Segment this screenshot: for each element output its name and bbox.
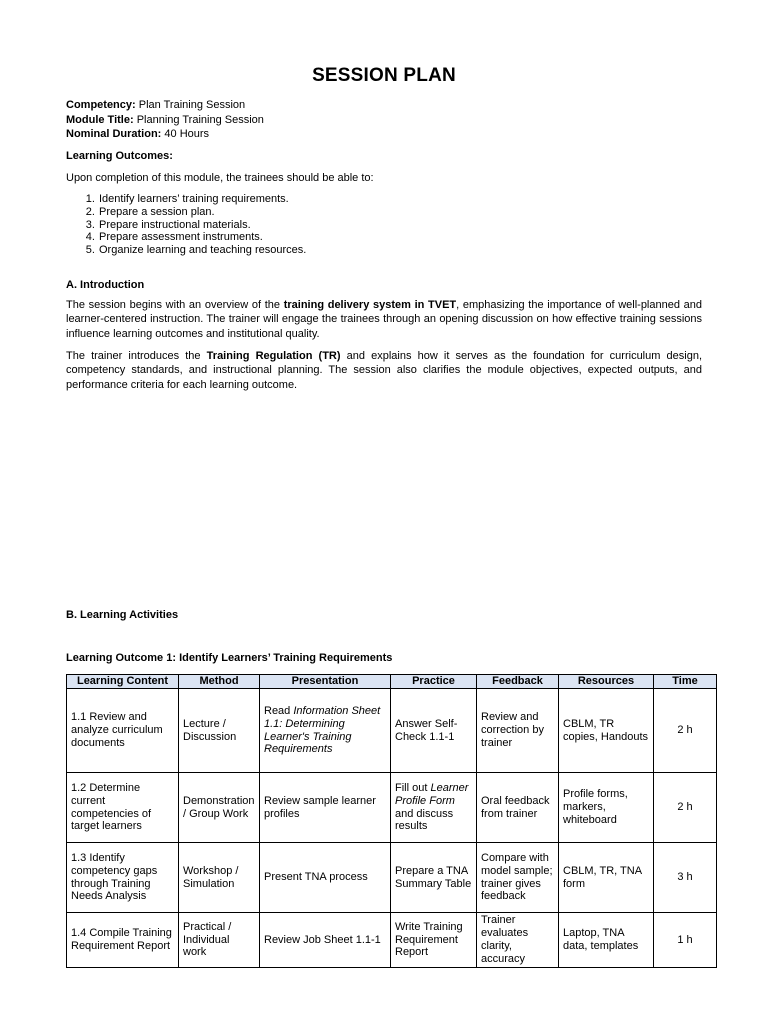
column-header: Presentation bbox=[260, 675, 391, 689]
intro-p2-bold: Training Regulation (TR) bbox=[206, 350, 341, 362]
time-cell: 2 h bbox=[654, 689, 717, 773]
practice-text-tail: and discuss results bbox=[395, 807, 454, 833]
learning-activities-heading: B. Learning Activities bbox=[66, 609, 179, 621]
page-title: SESSION PLAN bbox=[312, 65, 456, 86]
list-item: 1. Identify learners’ training requirements. bbox=[98, 193, 306, 206]
module-title-value: Planning Training Session bbox=[136, 113, 264, 126]
method-cell: Demonstration / Group Work bbox=[179, 773, 260, 843]
practice-cell bbox=[391, 773, 477, 843]
intro-p2-text-c: and explains how it serves as the foundation for curriculum design, competency standards, and instructional planning. The session also clarifies the module objectives, expected outputs, and performance criteria for each learning outcome. bbox=[66, 350, 703, 391]
practice-cell bbox=[391, 689, 477, 773]
duration-line bbox=[66, 127, 264, 142]
introduction-paragraph-1 bbox=[66, 298, 702, 341]
intro-p1-bold: training delivery system in TVET bbox=[283, 299, 457, 311]
list-item: 2. Prepare a session plan. bbox=[98, 206, 306, 219]
session-plan-table bbox=[66, 674, 717, 968]
learning-content-cell: 1.4 Compile Training Requirement Report bbox=[67, 913, 179, 968]
practice-italic: Learner Profile Form bbox=[395, 781, 469, 807]
presentation-text: Read bbox=[264, 704, 294, 717]
learning-outcomes-heading: Learning Outcomes: bbox=[66, 150, 173, 162]
intro-p1-text-a: The session begins with an overview of the bbox=[66, 299, 284, 311]
resources-cell: CBLM, TR, TNA form bbox=[559, 843, 654, 913]
competency-line bbox=[66, 98, 264, 113]
practice-text: Fill out bbox=[395, 781, 431, 794]
feedback-cell: Trainer evaluates clarity, accuracy bbox=[477, 913, 559, 968]
time-cell: 3 h bbox=[654, 843, 717, 913]
learning-content-cell: 1.3 Identify competency gaps through Training Needs Analysis bbox=[67, 843, 179, 913]
presentation-cell bbox=[260, 843, 391, 913]
module-title-label: Module Title: bbox=[66, 113, 134, 126]
learning-outcome-1-heading: Learning Outcome 1: Identify Learners’ Training Requirements bbox=[66, 652, 393, 664]
learning-content-cell: 1.1 Review and analyze curriculum documents bbox=[67, 689, 179, 773]
duration-label: Nominal Duration: bbox=[66, 128, 162, 140]
practice-text: Answer Self-Check 1.1-1 bbox=[395, 717, 458, 743]
method-cell: Lecture / Discussion bbox=[179, 689, 260, 773]
intro-p1-text-c: , emphasizing the importance of well-planned and learner-centered instruction. The trainer will engage the trainees through an opening discussion on how effective training sessions influence learning outcomes and institutional quality. bbox=[66, 299, 702, 340]
time-cell: 2 h bbox=[654, 773, 717, 843]
practice-cell bbox=[391, 913, 477, 968]
time-cell: 1 h bbox=[654, 913, 717, 968]
presentation-text: Review sample learner profiles bbox=[264, 794, 376, 820]
feedback-cell: Review and correction by trainer bbox=[477, 689, 559, 773]
module-meta bbox=[66, 98, 264, 142]
practice-text: Write Training Requirement Report bbox=[395, 920, 463, 959]
column-header: Feedback bbox=[477, 675, 559, 689]
competency-value: Plan Training Session bbox=[138, 99, 246, 111]
list-item: 4. Prepare assessment instruments. bbox=[98, 231, 306, 244]
presentation-italic: Information Sheet 1.1: Determining Learner's Training Requirements bbox=[264, 704, 381, 756]
competency-label: Competency: bbox=[66, 99, 136, 111]
module-title-line bbox=[66, 113, 264, 128]
feedback-cell: Compare with model sample; trainer gives feedback bbox=[477, 843, 559, 913]
introduction-paragraph-2 bbox=[66, 349, 702, 392]
method-cell: Practical / Individual work bbox=[179, 913, 260, 968]
table-row bbox=[67, 843, 717, 913]
column-header: Resources bbox=[559, 675, 654, 689]
column-header: Time bbox=[654, 675, 717, 689]
introduction-heading: A. Introduction bbox=[66, 279, 145, 291]
presentation-cell bbox=[260, 913, 391, 968]
method-cell: Workshop / Simulation bbox=[179, 843, 260, 913]
table-row bbox=[67, 689, 717, 773]
presentation-cell bbox=[260, 773, 391, 843]
column-header: Practice bbox=[391, 675, 477, 689]
table-row bbox=[67, 913, 717, 968]
duration-value: 40 Hours bbox=[164, 128, 210, 140]
resources-cell: CBLM, TR copies, Handouts bbox=[559, 689, 654, 773]
table-row bbox=[67, 773, 717, 843]
table-header-row bbox=[67, 675, 717, 689]
presentation-text: Present TNA process bbox=[264, 871, 368, 884]
resources-cell: Laptop, TNA data, templates bbox=[559, 913, 654, 968]
column-header: Learning Content bbox=[67, 675, 179, 689]
list-item: 3. Prepare instructional materials. bbox=[98, 219, 306, 232]
column-header: Method bbox=[179, 675, 260, 689]
list-item: 5. Organize learning and teaching resources. bbox=[98, 244, 306, 257]
learning-outcomes-list bbox=[80, 193, 306, 257]
presentation-text: Review Job Sheet 1.1-1 bbox=[264, 933, 381, 946]
feedback-cell: Oral feedback from trainer bbox=[477, 773, 559, 843]
practice-cell bbox=[391, 843, 477, 913]
learning-content-cell: 1.2 Determine current competencies of target learners bbox=[67, 773, 179, 843]
resources-cell: Profile forms, markers, whiteboard bbox=[559, 773, 654, 843]
practice-text: Prepare a TNA Summary Table bbox=[395, 864, 472, 890]
intro-p2-text-a: The trainer introduces the bbox=[66, 350, 207, 362]
presentation-cell bbox=[260, 689, 391, 773]
learning-outcomes-intro: Upon completion of this module, the trainees should be able to: bbox=[66, 172, 374, 184]
